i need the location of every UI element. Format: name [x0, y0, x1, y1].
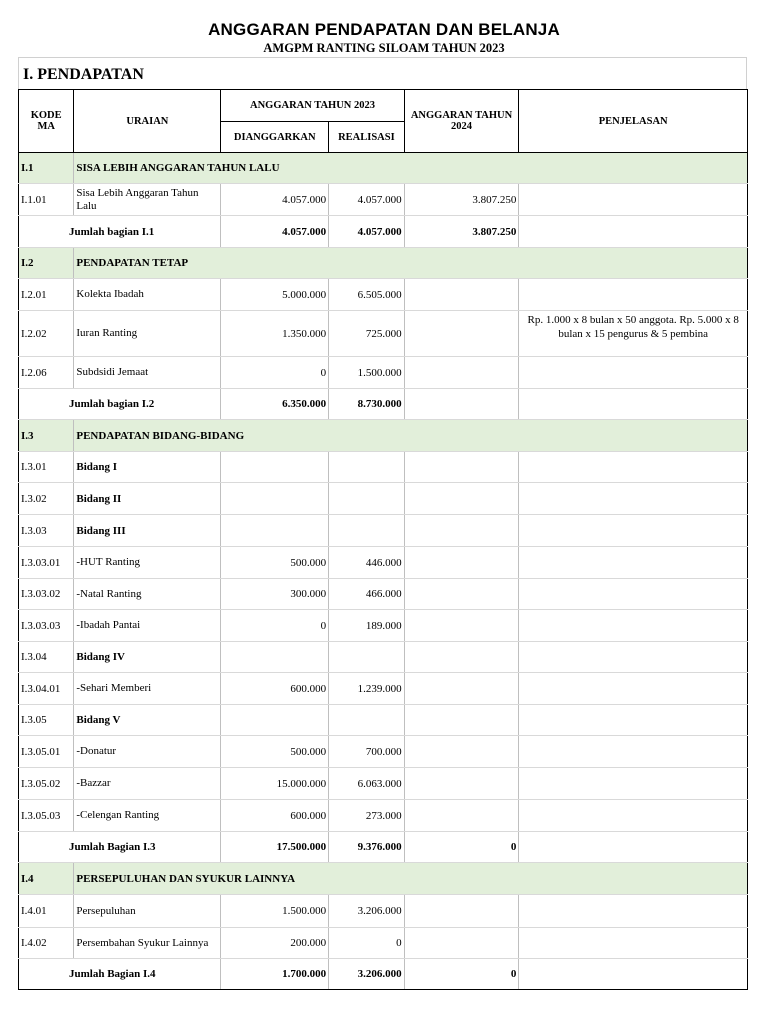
cell-dianggarkan: 500.000 [221, 547, 329, 579]
cell-dianggarkan: 17.500.000 [221, 832, 329, 863]
document-subtitle: AMGPM RANTING SILOAM TAHUN 2023 [263, 41, 505, 55]
cell-total-label: Jumlah Bagian I.3 [19, 832, 221, 863]
cell-uraian: PENDAPATAN BIDANG-BIDANG [74, 420, 748, 452]
table-row [19, 928, 748, 959]
col-header-kode: KODE MA [19, 90, 74, 153]
table-row [19, 736, 748, 768]
cell-realisasi: 4.057.000 [329, 184, 405, 216]
table-body [19, 153, 748, 990]
cell-anggaran-2024 [404, 452, 519, 483]
cell-uraian: Kolekta Ibadah [74, 279, 221, 311]
cell-anggaran-2024: 0 [404, 959, 519, 990]
cell-kode: I.3.05.02 [19, 768, 74, 800]
table-row [19, 483, 748, 515]
cell-uraian: -Natal Ranting [74, 579, 221, 610]
cell-uraian: SISA LEBIH ANGGARAN TAHUN LALU [74, 153, 748, 184]
cell-anggaran-2024 [404, 389, 519, 420]
cell-penjelasan [519, 736, 748, 768]
cell-kode: I.4 [19, 863, 74, 895]
table-row [19, 800, 748, 832]
cell-anggaran-2024: 0 [404, 832, 519, 863]
cell-uraian: PERSEPULUHAN DAN SYUKUR LAINNYA [74, 863, 748, 895]
group-row [19, 248, 748, 279]
cell-penjelasan [519, 357, 748, 389]
cell-anggaran-2024 [404, 547, 519, 579]
cell-penjelasan [519, 515, 748, 547]
total-row [19, 959, 748, 990]
cell-penjelasan [519, 610, 748, 642]
cell-kode: I.4.01 [19, 895, 74, 928]
cell-kode: I.4.02 [19, 928, 74, 959]
cell-anggaran-2024 [404, 895, 519, 928]
cell-uraian: Bidang IV [74, 642, 221, 673]
cell-realisasi: 8.730.000 [329, 389, 405, 420]
group-row [19, 153, 748, 184]
cell-penjelasan [519, 895, 748, 928]
cell-penjelasan [519, 800, 748, 832]
cell-penjelasan [519, 483, 748, 515]
table-row [19, 895, 748, 928]
cell-dianggarkan: 200.000 [221, 928, 329, 959]
cell-realisasi: 6.505.000 [329, 279, 405, 311]
cell-anggaran-2024 [404, 357, 519, 389]
cell-realisasi: 1.239.000 [329, 673, 405, 705]
cell-dianggarkan: 4.057.000 [221, 216, 329, 248]
cell-kode: I.3.02 [19, 483, 74, 515]
cell-penjelasan [519, 705, 748, 736]
cell-uraian: -Bazzar [74, 768, 221, 800]
cell-penjelasan [519, 928, 748, 959]
cell-kode: I.3.03.03 [19, 610, 74, 642]
cell-penjelasan: Rp. 1.000 x 8 bulan x 50 anggota. Rp. 5.000 x 8 bulan x 15 pengurus & 5 pembina [519, 311, 748, 357]
table-row [19, 768, 748, 800]
cell-realisasi [329, 452, 405, 483]
cell-realisasi: 446.000 [329, 547, 405, 579]
cell-kode: I.3.03 [19, 515, 74, 547]
cell-penjelasan [519, 279, 748, 311]
cell-penjelasan [519, 832, 748, 863]
group-row [19, 420, 748, 452]
cell-kode: I.1 [19, 153, 74, 184]
cell-realisasi: 466.000 [329, 579, 405, 610]
table-row [19, 452, 748, 483]
table-row [19, 547, 748, 579]
cell-anggaran-2024: 3.807.250 [404, 184, 519, 216]
cell-realisasi [329, 642, 405, 673]
cell-realisasi: 725.000 [329, 311, 405, 357]
cell-penjelasan [519, 768, 748, 800]
cell-dianggarkan: 1.350.000 [221, 311, 329, 357]
cell-realisasi: 700.000 [329, 736, 405, 768]
cell-realisasi: 6.063.000 [329, 768, 405, 800]
cell-anggaran-2024 [404, 483, 519, 515]
section-header [18, 57, 747, 89]
col-header-anggaran-2024: ANGGARAN TAHUN 2024 [404, 90, 519, 153]
col-header-uraian: URAIAN [74, 90, 221, 153]
cell-anggaran-2024 [404, 928, 519, 959]
table-row [19, 515, 748, 547]
cell-kode: I.3.01 [19, 452, 74, 483]
cell-uraian: Iuran Ranting [74, 311, 221, 357]
cell-uraian: PENDAPATAN TETAP [74, 248, 748, 279]
cell-total-label: Jumlah Bagian I.4 [19, 959, 221, 990]
cell-dianggarkan [221, 642, 329, 673]
col-header-realisasi: REALISASI [329, 122, 405, 153]
cell-uraian: -Ibadah Pantai [74, 610, 221, 642]
cell-realisasi [329, 705, 405, 736]
cell-uraian: Bidang I [74, 452, 221, 483]
cell-dianggarkan: 500.000 [221, 736, 329, 768]
cell-kode: I.3.03.02 [19, 579, 74, 610]
cell-anggaran-2024 [404, 515, 519, 547]
cell-kode: I.3.04.01 [19, 673, 74, 705]
cell-kode: I.2 [19, 248, 74, 279]
cell-penjelasan [519, 673, 748, 705]
cell-realisasi: 1.500.000 [329, 357, 405, 389]
total-row [19, 216, 748, 248]
cell-dianggarkan [221, 515, 329, 547]
cell-penjelasan [519, 547, 748, 579]
table-row [19, 579, 748, 610]
cell-penjelasan [519, 452, 748, 483]
cell-dianggarkan: 1.500.000 [221, 895, 329, 928]
col-header-dianggarkan: DIANGGARKAN [221, 122, 329, 153]
document-title: ANGGARAN PENDAPATAN DAN BELANJA [208, 20, 560, 39]
cell-uraian: -Donatur [74, 736, 221, 768]
cell-uraian: Subdsidi Jemaat [74, 357, 221, 389]
cell-anggaran-2024 [404, 800, 519, 832]
cell-penjelasan [519, 642, 748, 673]
cell-uraian: -Sehari Memberi [74, 673, 221, 705]
cell-anggaran-2024 [404, 705, 519, 736]
cell-dianggarkan: 600.000 [221, 800, 329, 832]
cell-uraian: Bidang II [74, 483, 221, 515]
table-row [19, 642, 748, 673]
table-row [19, 610, 748, 642]
cell-kode: I.2.06 [19, 357, 74, 389]
cell-total-label: Jumlah bagian I.2 [19, 389, 221, 420]
cell-realisasi [329, 483, 405, 515]
cell-dianggarkan: 0 [221, 357, 329, 389]
cell-dianggarkan: 15.000.000 [221, 768, 329, 800]
cell-anggaran-2024 [404, 768, 519, 800]
cell-uraian: Bidang V [74, 705, 221, 736]
cell-total-label: Jumlah bagian I.1 [19, 216, 221, 248]
cell-dianggarkan: 5.000.000 [221, 279, 329, 311]
cell-realisasi [329, 515, 405, 547]
table-row [19, 184, 748, 216]
cell-anggaran-2024 [404, 311, 519, 357]
cell-anggaran-2024 [404, 736, 519, 768]
cell-dianggarkan: 6.350.000 [221, 389, 329, 420]
table-row [19, 357, 748, 389]
cell-penjelasan [519, 184, 748, 216]
cell-anggaran-2024 [404, 579, 519, 610]
cell-penjelasan [519, 216, 748, 248]
cell-kode: I.3.04 [19, 642, 74, 673]
cell-realisasi: 3.206.000 [329, 959, 405, 990]
cell-dianggarkan [221, 483, 329, 515]
total-row [19, 389, 748, 420]
cell-dianggarkan: 300.000 [221, 579, 329, 610]
cell-dianggarkan [221, 705, 329, 736]
total-row [19, 832, 748, 863]
cell-dianggarkan [221, 452, 329, 483]
cell-anggaran-2024 [404, 673, 519, 705]
table-row [19, 279, 748, 311]
section-title: I. PENDAPATAN [23, 66, 144, 83]
cell-kode: I.3 [19, 420, 74, 452]
cell-penjelasan [519, 959, 748, 990]
cell-kode: I.3.05.01 [19, 736, 74, 768]
table-row [19, 705, 748, 736]
cell-uraian: Persepuluhan [74, 895, 221, 928]
table-row [19, 673, 748, 705]
cell-realisasi: 3.206.000 [329, 895, 405, 928]
cell-anggaran-2024 [404, 610, 519, 642]
cell-kode: I.2.02 [19, 311, 74, 357]
cell-realisasi: 9.376.000 [329, 832, 405, 863]
cell-anggaran-2024 [404, 279, 519, 311]
cell-realisasi: 273.000 [329, 800, 405, 832]
cell-kode: I.3.05.03 [19, 800, 74, 832]
cell-kode: I.3.03.01 [19, 547, 74, 579]
table-row [19, 311, 748, 357]
cell-dianggarkan: 0 [221, 610, 329, 642]
cell-uraian: Bidang III [74, 515, 221, 547]
cell-uraian: Persembahan Syukur Lainnya [74, 928, 221, 959]
group-row [19, 863, 748, 895]
cell-kode: I.1.01 [19, 184, 74, 216]
cell-realisasi: 4.057.000 [329, 216, 405, 248]
cell-uraian: -Celengan Ranting [74, 800, 221, 832]
cell-dianggarkan: 600.000 [221, 673, 329, 705]
cell-anggaran-2024 [404, 642, 519, 673]
col-header-anggaran-2023: ANGGARAN TAHUN 2023 [221, 90, 404, 122]
cell-anggaran-2024: 3.807.250 [404, 216, 519, 248]
cell-dianggarkan: 1.700.000 [221, 959, 329, 990]
cell-penjelasan [519, 389, 748, 420]
cell-penjelasan [519, 579, 748, 610]
cell-realisasi: 189.000 [329, 610, 405, 642]
cell-kode: I.2.01 [19, 279, 74, 311]
cell-uraian: -HUT Ranting [74, 547, 221, 579]
cell-uraian: Sisa Lebih Anggaran Tahun Lalu [74, 184, 221, 216]
cell-kode: I.3.05 [19, 705, 74, 736]
cell-realisasi: 0 [329, 928, 405, 959]
cell-dianggarkan: 4.057.000 [221, 184, 329, 216]
budget-table [18, 89, 748, 990]
col-header-penjelasan: PENJELASAN [519, 90, 748, 153]
